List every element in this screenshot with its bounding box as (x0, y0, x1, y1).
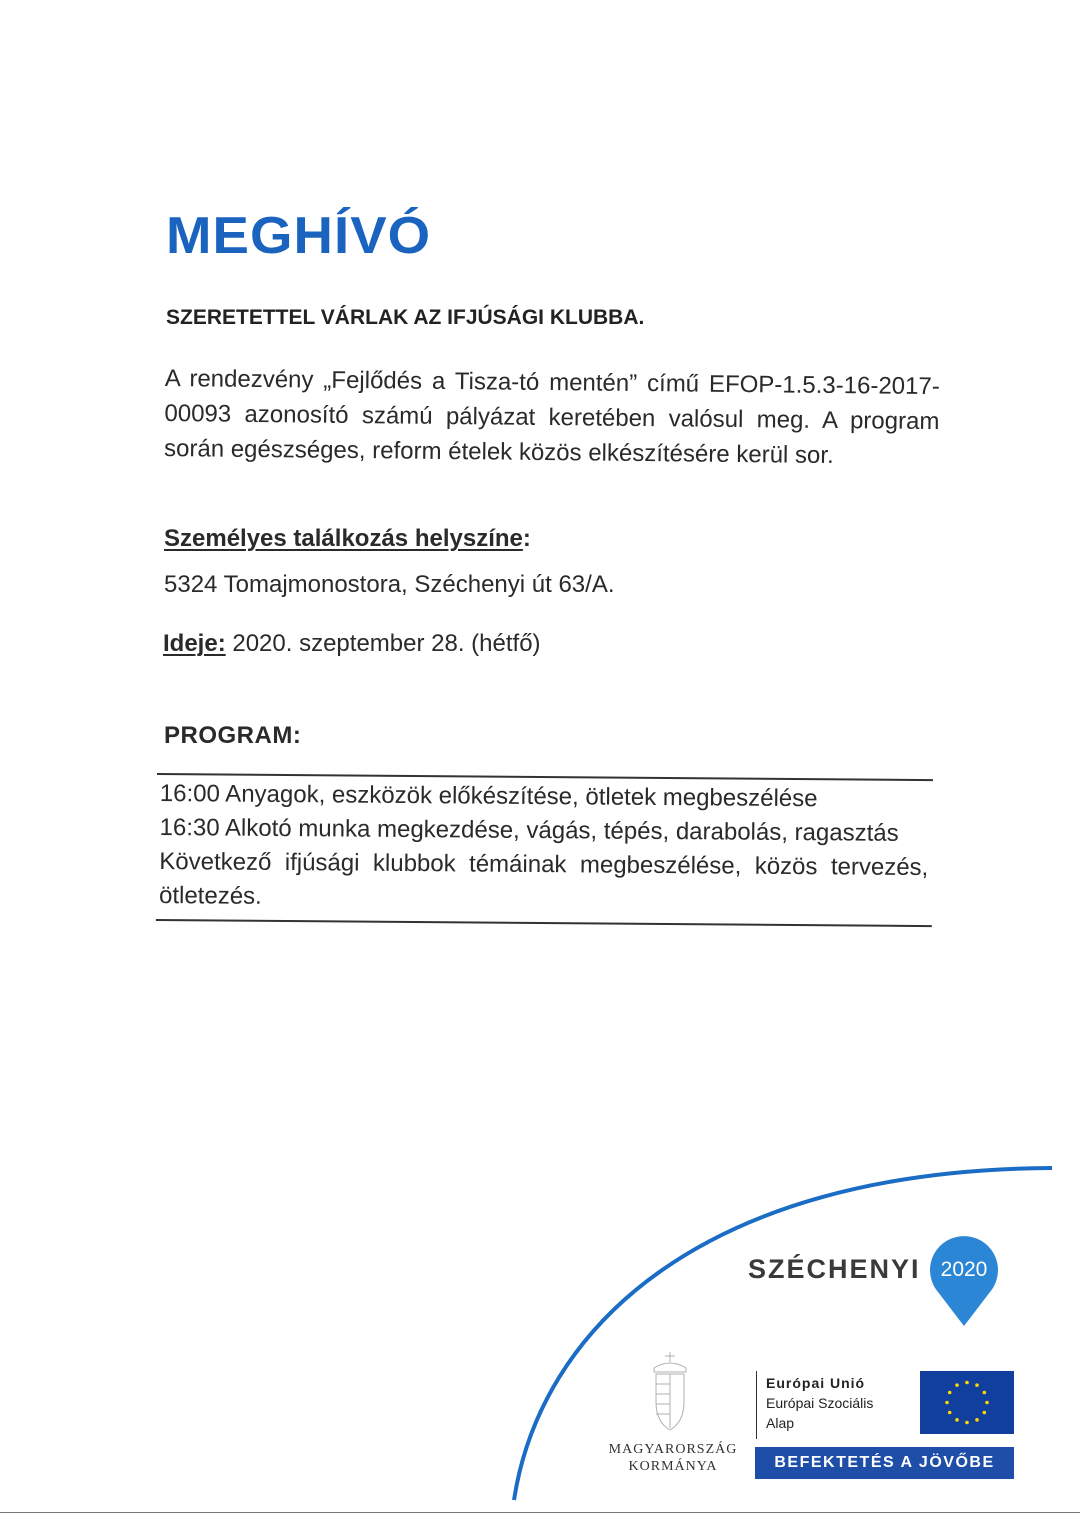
eu-line3: Alap (766, 1415, 795, 1431)
eu-star (955, 1418, 959, 1422)
eu-star (948, 1391, 952, 1395)
date-value: 2020. szeptember 28. (hétfő) (232, 630, 541, 657)
bottom-rule (0, 1512, 1080, 1513)
befektetes-banner: BEFEKTETÉS A JÖVŐBE (755, 1447, 1014, 1479)
location-label (164, 525, 531, 553)
location-label-text: Személyes találkozás helyszíne (164, 525, 523, 552)
date-label: Ideje: (163, 630, 226, 657)
eu-star (955, 1383, 959, 1387)
eu-divider (756, 1371, 757, 1439)
government-crest-icon (640, 1350, 700, 1434)
government-text (598, 1441, 748, 1475)
gov-line1: MAGYARORSZÁG (608, 1442, 738, 1457)
szechenyi-logo-text: SZÉCHENYI (748, 1254, 921, 1284)
eu-line1: Európai Unió (766, 1375, 866, 1391)
program-list (156, 775, 933, 925)
eu-star (975, 1418, 979, 1422)
eu-star (965, 1421, 969, 1425)
program-heading: PROGRAM: (164, 722, 302, 749)
program-item: 16:30 Alkotó munka megkezdése, vágás, tépés, darabolás, ragasztás (159, 814, 899, 847)
szechenyi-year: 2020 (940, 1258, 988, 1281)
eu-line2: Európai Szociális (766, 1395, 874, 1411)
eu-star (975, 1383, 979, 1387)
eu-star (965, 1381, 969, 1385)
eu-star (948, 1411, 952, 1415)
program-item: Következő ifjúsági klubbok témáinak megbeszélése, közös tervezés, ötletezés. (158, 848, 929, 910)
szechenyi-2020-pin-icon (926, 1234, 1002, 1330)
page-title: MEGHÍVÓ (166, 207, 432, 265)
eu-star (985, 1401, 989, 1405)
program-box (156, 773, 933, 927)
eu-flag-icon (920, 1371, 1014, 1434)
location-label-colon: : (522, 525, 531, 552)
program-item: 16:00 Anyagok, eszközök előkészítése, ötletek megbeszélése (159, 780, 818, 813)
eu-star (983, 1411, 987, 1415)
intro-paragraph: A rendezvény „Fejlődés a Tisza-tó mentén” című EFOP-1.5.3-16-2017-00093 azonosító számú pályázat keretében valósul meg. A program során egészséges, reform ételek közös elkészítésére kerül sor. (163, 364, 940, 470)
date-row (163, 630, 541, 658)
gov-line2: KORMÁNYA (628, 1459, 718, 1474)
location-value: 5324 Tomajmonostora, Széchenyi út 63/A. (164, 571, 615, 598)
eu-text (766, 1373, 873, 1433)
eu-star (945, 1401, 949, 1405)
subtitle: SZERETETTEL VÁRLAK AZ IFJÚSÁGI KLUBBA. (166, 306, 645, 329)
eu-star (983, 1391, 987, 1395)
